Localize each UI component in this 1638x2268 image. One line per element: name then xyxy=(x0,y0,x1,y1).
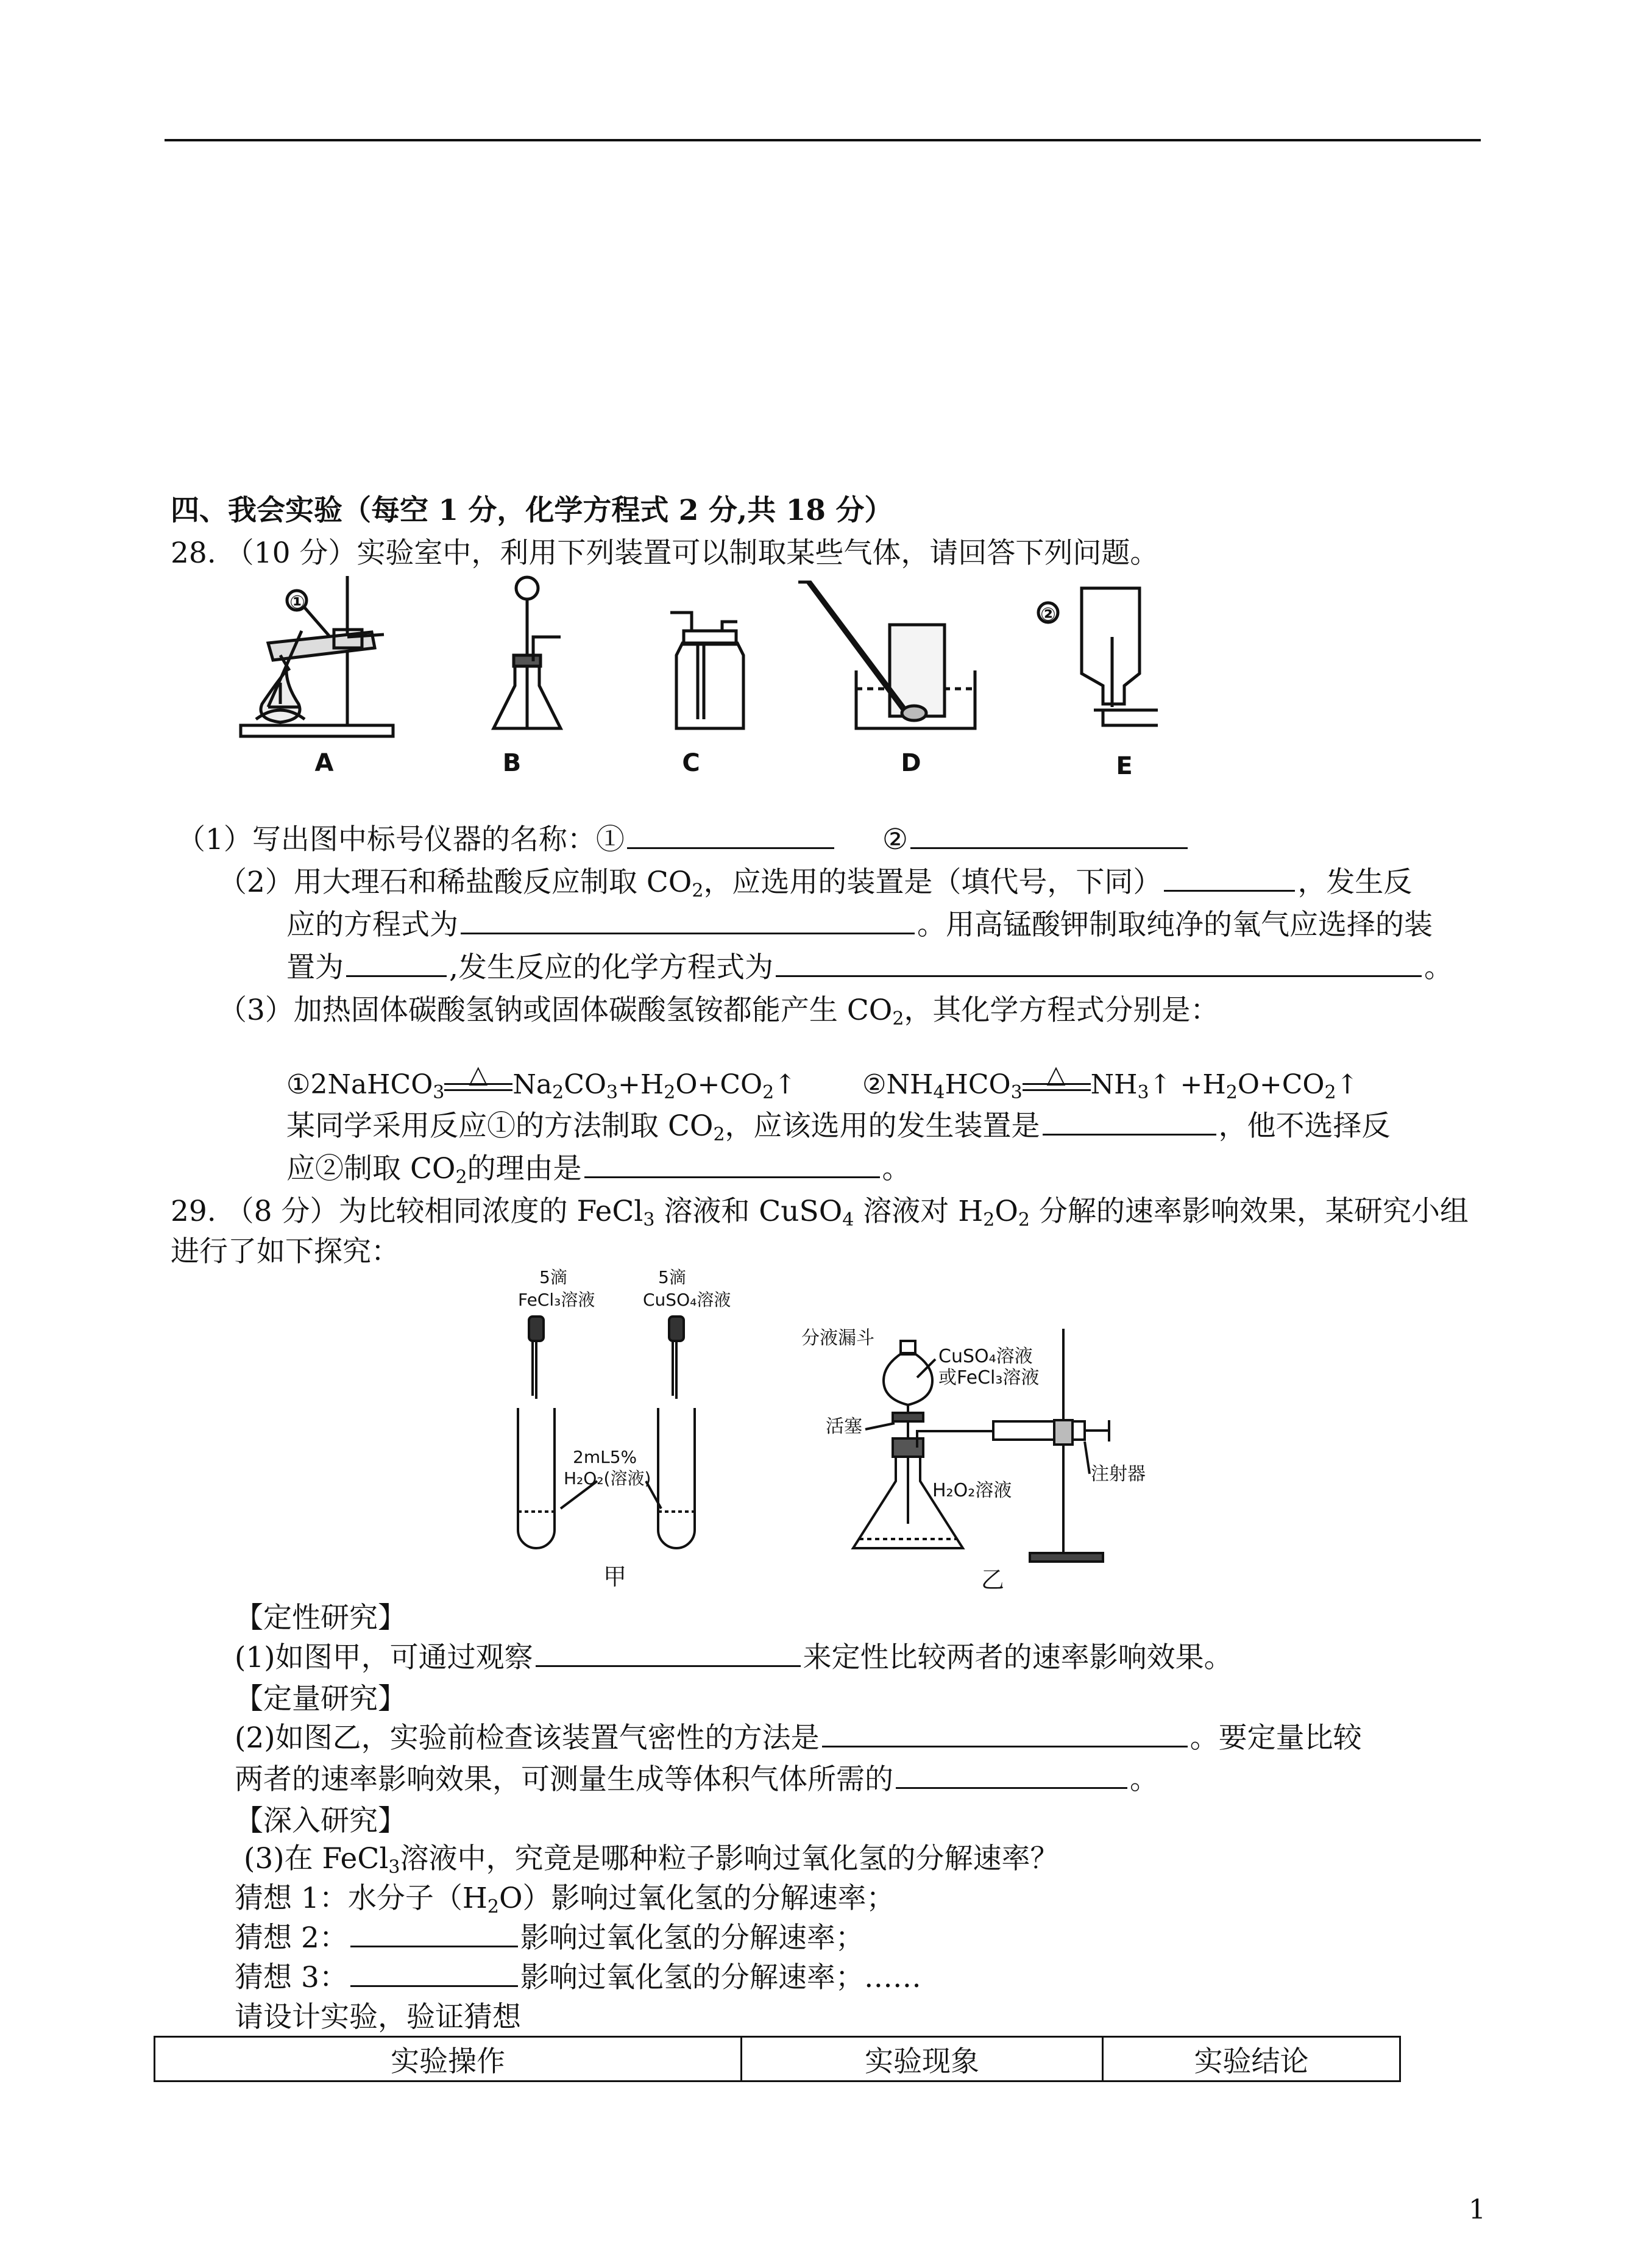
blank-3-1[interactable] xyxy=(1043,1108,1216,1136)
q29-h1: 【定性研究】 xyxy=(235,1601,406,1635)
guess-1: 猜想 1：水分子$(H_2O)$影响过氧化氢的分解速率； xyxy=(235,1882,895,1918)
page-number: 1 xyxy=(1469,2194,1486,2225)
blank-29-1[interactable] xyxy=(536,1640,801,1667)
svg-text:分液漏斗: 分液漏斗 xyxy=(801,1328,874,1349)
q28-p2-line1: （2）用大理石和稀盐酸反应制取 $CO_2$，应选用的装置是（填代号，下同） ，发生反 xyxy=(218,866,1413,901)
test-tube-2 xyxy=(658,1408,695,1548)
q29-stem2: 进行了如下探究： xyxy=(171,1235,400,1268)
svg-text:5滴: 5滴 xyxy=(539,1267,567,1287)
svg-text:注射器: 注射器 xyxy=(1091,1463,1146,1485)
blank-2-4[interactable] xyxy=(776,950,1422,977)
svg-text:CuSO₄溶液: CuSO₄溶液 xyxy=(643,1290,731,1310)
q28-p1: （1）写出图中标号仪器的名称：① ② xyxy=(177,822,1190,858)
header-phenomenon: 实验现象 xyxy=(742,2037,1103,2081)
label-c: C xyxy=(682,749,700,777)
blank-29-3[interactable] xyxy=(896,1761,1127,1789)
q28-stem: 28. （10 分）实验室中，利用下列装置可以制取某些气体，请回答下列问题。 xyxy=(171,536,1159,570)
marker-1: ① xyxy=(289,592,305,613)
marker-2: ② xyxy=(1040,604,1056,625)
svg-text:H₂O₂溶液: H₂O₂溶液 xyxy=(932,1480,1012,1501)
table-header-row xyxy=(155,2037,1400,2081)
experiment-table xyxy=(154,2036,1401,2082)
blank-1-2[interactable] xyxy=(910,822,1188,849)
label-d: D xyxy=(901,749,921,777)
label-e: E xyxy=(1116,752,1133,780)
figure-yi xyxy=(792,1310,1182,1591)
iron-stand xyxy=(1030,1329,1103,1562)
svg-text:5滴: 5滴 xyxy=(658,1267,686,1287)
blank-guess-2[interactable] xyxy=(350,1920,518,1947)
header-operation: 实验操作 xyxy=(155,2037,742,2081)
apparatus-b xyxy=(494,577,561,728)
heat-equals-sign: △ xyxy=(444,1075,512,1099)
q28-p4-line1: 某同学采用反应①的方法制取 $CO_2$，应该选用的发生装置是 ，他不选择反 xyxy=(286,1109,1391,1145)
q29-stem: 29. （8 分）为比较相同浓度的 FeCl$_3$ 溶液和 CuSO$_4$ 溶液对 $H_2O_2$ 分解的速率影响效果，某研究小组 xyxy=(171,1195,1469,1231)
label-b: B xyxy=(502,749,522,777)
q28-p4-line2: 应②制取 $CO_2$的理由是 。 xyxy=(286,1152,911,1188)
syringe xyxy=(993,1420,1109,1441)
blank-3-2[interactable] xyxy=(584,1151,880,1178)
q29-s2-line1: (2)如图乙，实验前检查该装置气密性的方法是 。要定量比较 xyxy=(235,1721,1362,1755)
label-a: A xyxy=(314,749,334,777)
svg-text:H₂O₂(溶液): H₂O₂(溶液) xyxy=(564,1468,651,1488)
svg-text:活塞: 活塞 xyxy=(826,1416,862,1437)
svg-text:FeCl₃溶液: FeCl₃溶液 xyxy=(518,1290,595,1310)
figure-jia xyxy=(506,1262,823,1591)
apparatus-c xyxy=(670,613,743,728)
design-prompt: 请设计实验，验证猜想 xyxy=(235,2000,521,2034)
dropper-2 xyxy=(669,1317,684,1399)
blank-2-1[interactable] xyxy=(1164,864,1295,892)
caption-jia: 甲 xyxy=(603,1563,627,1590)
q28-p3: （3）加热固体碳酸氢钠或固体碳酸氢铵都能产生 $CO_2$，其化学方程式分别是： xyxy=(218,994,1219,1029)
svg-text:或FeCl₃溶液: 或FeCl₃溶液 xyxy=(938,1367,1040,1388)
blank-2-3[interactable] xyxy=(346,950,447,977)
heat-equals-sign-2: △ xyxy=(1023,1075,1091,1099)
svg-text:CuSO₄溶液: CuSO₄溶液 xyxy=(938,1346,1033,1367)
guess-2: 猜想 2： 影响过氧化氢的分解速率； xyxy=(235,1921,864,1955)
q29-s1: (1)如图甲，可通过观察 来定性比较两者的速率影响效果。 xyxy=(235,1641,1233,1674)
test-tube-1 xyxy=(518,1408,555,1548)
section-title: 四、我会实验（每空 1 分，化学方程式 2 分,共 18 分） xyxy=(171,494,893,527)
q29-s2-line2: 两者的速率影响效果，可测量生成等体积气体所需的 。 xyxy=(235,1763,1158,1796)
apparatus-e xyxy=(1038,588,1158,725)
blank-1-1[interactable] xyxy=(627,822,834,849)
blank-guess-3[interactable] xyxy=(350,1960,518,1987)
q28-equations: ①2NaHCO$_3$ △ $Na_2CO_3+H_2O+CO_2↑$ $②NH_4HCO_3$ △ $NH_3↑$ $+H_2O+CO_2↑$ xyxy=(286,1060,1359,1103)
dropper-1 xyxy=(529,1317,544,1399)
q28-p2-line2: 应的方程式为 。用高锰酸钾制取纯净的氧气应选择的装 xyxy=(286,908,1433,942)
q29-h3: 【深入研究】 xyxy=(235,1804,406,1838)
header-rule xyxy=(165,139,1481,141)
apparatus-d xyxy=(798,582,975,728)
blank-2-2[interactable] xyxy=(461,907,915,934)
blank-29-2[interactable] xyxy=(822,1720,1188,1747)
q28-p2-line3: 置为 ,发生反应的化学方程式为 。 xyxy=(286,951,1453,984)
caption-yi: 乙 xyxy=(981,1566,1005,1591)
q29-h2: 【定量研究】 xyxy=(235,1682,406,1716)
header-conclusion: 实验结论 xyxy=(1103,2037,1400,2081)
apparatus-a xyxy=(241,576,393,736)
svg-text:2mL5%: 2mL5% xyxy=(573,1447,637,1467)
guess-3: 猜想 3： 影响过氧化氢的分解速率；…… xyxy=(235,1961,921,1994)
q28-apparatus-figure xyxy=(232,564,1182,783)
q29-s3: (3)在 FeCl$_3$溶液中，究竟是哪种粒子影响过氧化氢的分解速率？ xyxy=(244,1842,1059,1878)
